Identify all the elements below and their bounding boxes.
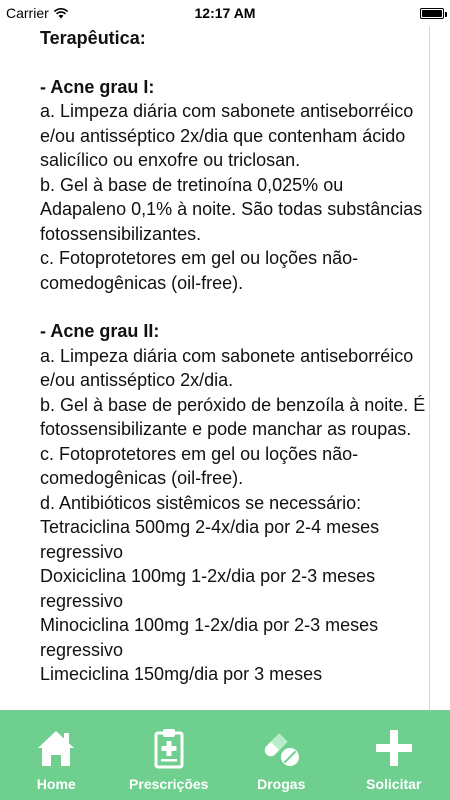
text-paragraph: c. Fotoprotetores em gel ou loções não-comedogênicas (oil-free). <box>40 443 359 488</box>
text-paragraph: a. Limpeza diária com sabonete antiseborréico e/ou antisséptico 2x/dia. <box>40 345 414 390</box>
plus-icon <box>372 726 416 770</box>
content-text <box>16 20 429 687</box>
status-left <box>0 5 69 21</box>
tab-label: Solicitar <box>366 776 422 792</box>
battery-icon <box>420 8 444 19</box>
text-paragraph: Minociclina 100mg 1-2x/dia por 2-3 meses regressivo <box>40 615 379 660</box>
spacer <box>40 295 429 319</box>
pills-icon <box>259 726 303 770</box>
content-scroll-view[interactable] <box>16 20 430 710</box>
text-paragraph: a. Limpeza diária com sabonete antiseborréico e/ou antisséptico 2x/dia que contenham ácido salicílico ou enxofre ou triclosan. <box>40 101 414 170</box>
text-paragraph: b. Gel à base de tretinoína 0,025% ou Adapaleno 0,1% à noite. São todas substâncias fotossensibilizantes. <box>40 174 423 244</box>
text-paragraph: b. Gel à base de peróxido de benzoíla à noite. É fotossensibilizante e pode manchar as roupas. <box>40 394 426 439</box>
tab-prescricoes[interactable] <box>113 710 225 792</box>
status-right <box>420 8 450 19</box>
tab-home[interactable] <box>0 710 112 792</box>
carrier-label: Carrier <box>6 5 49 21</box>
tab-drogas[interactable] <box>225 710 337 792</box>
text-paragraph: Limeciclina 150mg/dia por 3 meses <box>40 664 323 684</box>
prescription-clipboard-icon <box>147 726 191 770</box>
wifi-icon <box>53 7 69 19</box>
text-paragraph: c. Fotoprotetores em gel ou loções não-comedogênicas (oil-free). <box>40 248 359 293</box>
text-paragraph: Tetraciclina 500mg 2-4x/dia por 2-4 meses regressivo <box>40 517 380 562</box>
text-paragraph: Doxiciclina 100mg 1-2x/dia por 2-3 meses regressivo <box>40 566 376 611</box>
home-icon <box>34 726 78 770</box>
status-bar <box>0 0 450 26</box>
spacer <box>40 51 429 75</box>
status-time: 12:17 AM <box>194 5 256 21</box>
tab-label: Drogas <box>257 776 306 792</box>
tab-label: Prescrições <box>129 776 209 792</box>
text-paragraph: d. Antibióticos sistêmicos se necessário: <box>40 492 362 513</box>
battery-fill <box>422 10 442 17</box>
tab-bar <box>0 710 450 800</box>
section-subheading: - Acne grau II: <box>40 321 160 341</box>
section-subheading: - Acne grau I: <box>40 76 155 97</box>
tab-label: Home <box>36 776 76 792</box>
section-heading: Terapêutica: <box>40 28 146 48</box>
tab-solicitar[interactable] <box>338 710 450 792</box>
